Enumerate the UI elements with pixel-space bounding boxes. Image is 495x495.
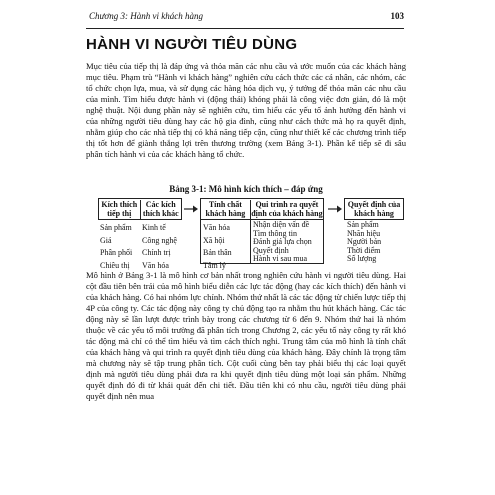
list-item: Quyết định	[253, 245, 289, 255]
black-box-divider	[250, 220, 251, 264]
model-explanation-paragraph: Mô hình ở Bảng 3-1 là mô hình cơ bản nhất trong nghiên cứu hành vi người tiêu dùng. Hai cột đầu tiên bên trái của mô hình biểu diễn các lực tác động (hay các kích thích) đến hành vi của khách hàng. Có hai nhóm lực chính. Nhóm thứ nhất là các tác động từ chiến lược tiếp thị 4P của công ty. Các tác động này công ty chủ động tạo ra nhằm thu hút khách hàng. Các tác động này sẽ lần lượt được trình bày trong các chương từ 6 đến 9. Nhóm thứ hai là nhóm thuộc về các yếu tố môi trường đã phân tích trong Chương 2, các yếu tố này công ty rất khó tác động mà chỉ có thể tìm hiểu và tìm cách thích nghi. Trung tâm của mô hình là tính chất của khách hàng và qui trình ra quyết định tiêu dùng của khách hàng. Đây chính là trọng tâm mà chương này sẽ tập trung phân tích. Cột cuối cùng bên tay phải biểu thị các loại quyết định mà người tiêu dùng phải đưa ra khi quyết định tiêu dùng một loại sản phẩm. Những quyết định đó đi từ khái quát đến chi tiết. Đầu tiên khi có nhu cầu, người tiêu dùng phải quyết định nên mua	[86, 270, 406, 401]
list-item: Xã hội	[203, 235, 225, 245]
decisions-heading: Quyết định của khách hàng	[344, 198, 404, 220]
list-item: Đánh giá lựa chọn	[253, 237, 312, 247]
chapter-title: Chương 3: Hành vi khách hàng	[89, 11, 203, 21]
decision-process-list	[253, 221, 312, 264]
decision-process-heading: Qui trình ra quyết định của khách hàng	[251, 200, 323, 218]
list-item: Kinh tế	[142, 223, 166, 232]
black-box-header	[200, 198, 324, 220]
list-item: Văn hóa	[203, 223, 230, 232]
stimulus-response-model	[86, 198, 406, 270]
section-title: HÀNH VI NGƯỜI TIÊU DÙNG	[86, 36, 298, 53]
list-item: Công nghệ	[142, 235, 177, 245]
list-item: Sản phẩm	[100, 223, 132, 232]
intro-paragraph: Mục tiêu của tiếp thị là đáp ứng và thỏa mãn các nhu cầu và ước muốn của các khách hàng mục tiêu. Phạm trù “Hành vi khách hàng” nghiên cứu cách thức các cá nhân, các nhóm, các tổ chức chọn lựa, mua, và sử dụng các hàng hóa dịch vụ, ý tưởng để thỏa mãn các nhu cầu của mình. Tìm hiểu được hành vi (động thái) khóng phải là công việc đơn giản, đó là một nghệ thuật. Nội dung phần này sẽ nghiên cứu, tìm hiểu các yếu tố ảnh hưởng đến hành vi của những người tiêu dùng hay các hộ gia đình, cũng như cách thức mà họ ra quyết định, nhằm giúp cho các nhà tiếp thị có khả năng tiếp cận, cũng như thiết kế các chương trình tiếp thị tốt hơn để giành thắng lợi trên thương trường (xem Bảng 3-1). Phần kế tiếp sẽ đi sâu phân tích hành vi của các khách hàng tổ chức.	[86, 61, 406, 159]
arrow-right-icon	[184, 205, 198, 213]
other-stimuli-list	[142, 222, 177, 272]
list-item: Bản thân	[203, 248, 232, 257]
list-item: Giá	[100, 235, 112, 245]
marketing-stimuli-list	[100, 222, 132, 272]
arrow-right-icon	[328, 205, 342, 213]
list-item: Văn hóa	[142, 260, 169, 270]
list-item: Chiêu thị	[100, 260, 130, 270]
running-header	[86, 8, 404, 29]
list-item: Số lượng	[347, 254, 377, 264]
decisions-list	[347, 221, 381, 264]
list-item: Tâm lý	[203, 260, 226, 270]
list-item: Hành vi sau mua	[253, 254, 307, 264]
list-item: Phân phối	[100, 248, 133, 257]
customer-traits-heading: Tính chất khách hàng	[201, 200, 251, 219]
figure-caption: Bảng 3-1: Mô hình kích thích – đáp ứng	[169, 184, 323, 194]
page-number: 103	[390, 11, 404, 21]
stimuli-header	[98, 198, 182, 220]
other-stimuli-heading: Các kích thích khác	[142, 200, 179, 218]
marketing-stimuli-heading: Kích thích tiếp thị	[99, 200, 141, 219]
list-item: Tìm thông tin	[253, 228, 297, 238]
customer-traits-list	[203, 222, 232, 272]
list-item: Nhãn hiệu	[347, 228, 381, 238]
list-item: Thời điểm	[347, 245, 381, 255]
list-item: Sản phẩm	[347, 220, 379, 229]
list-item: Chính trị	[142, 248, 171, 257]
list-item: Nhận diện vấn đề	[253, 220, 310, 229]
list-item: Người bán	[347, 237, 382, 247]
